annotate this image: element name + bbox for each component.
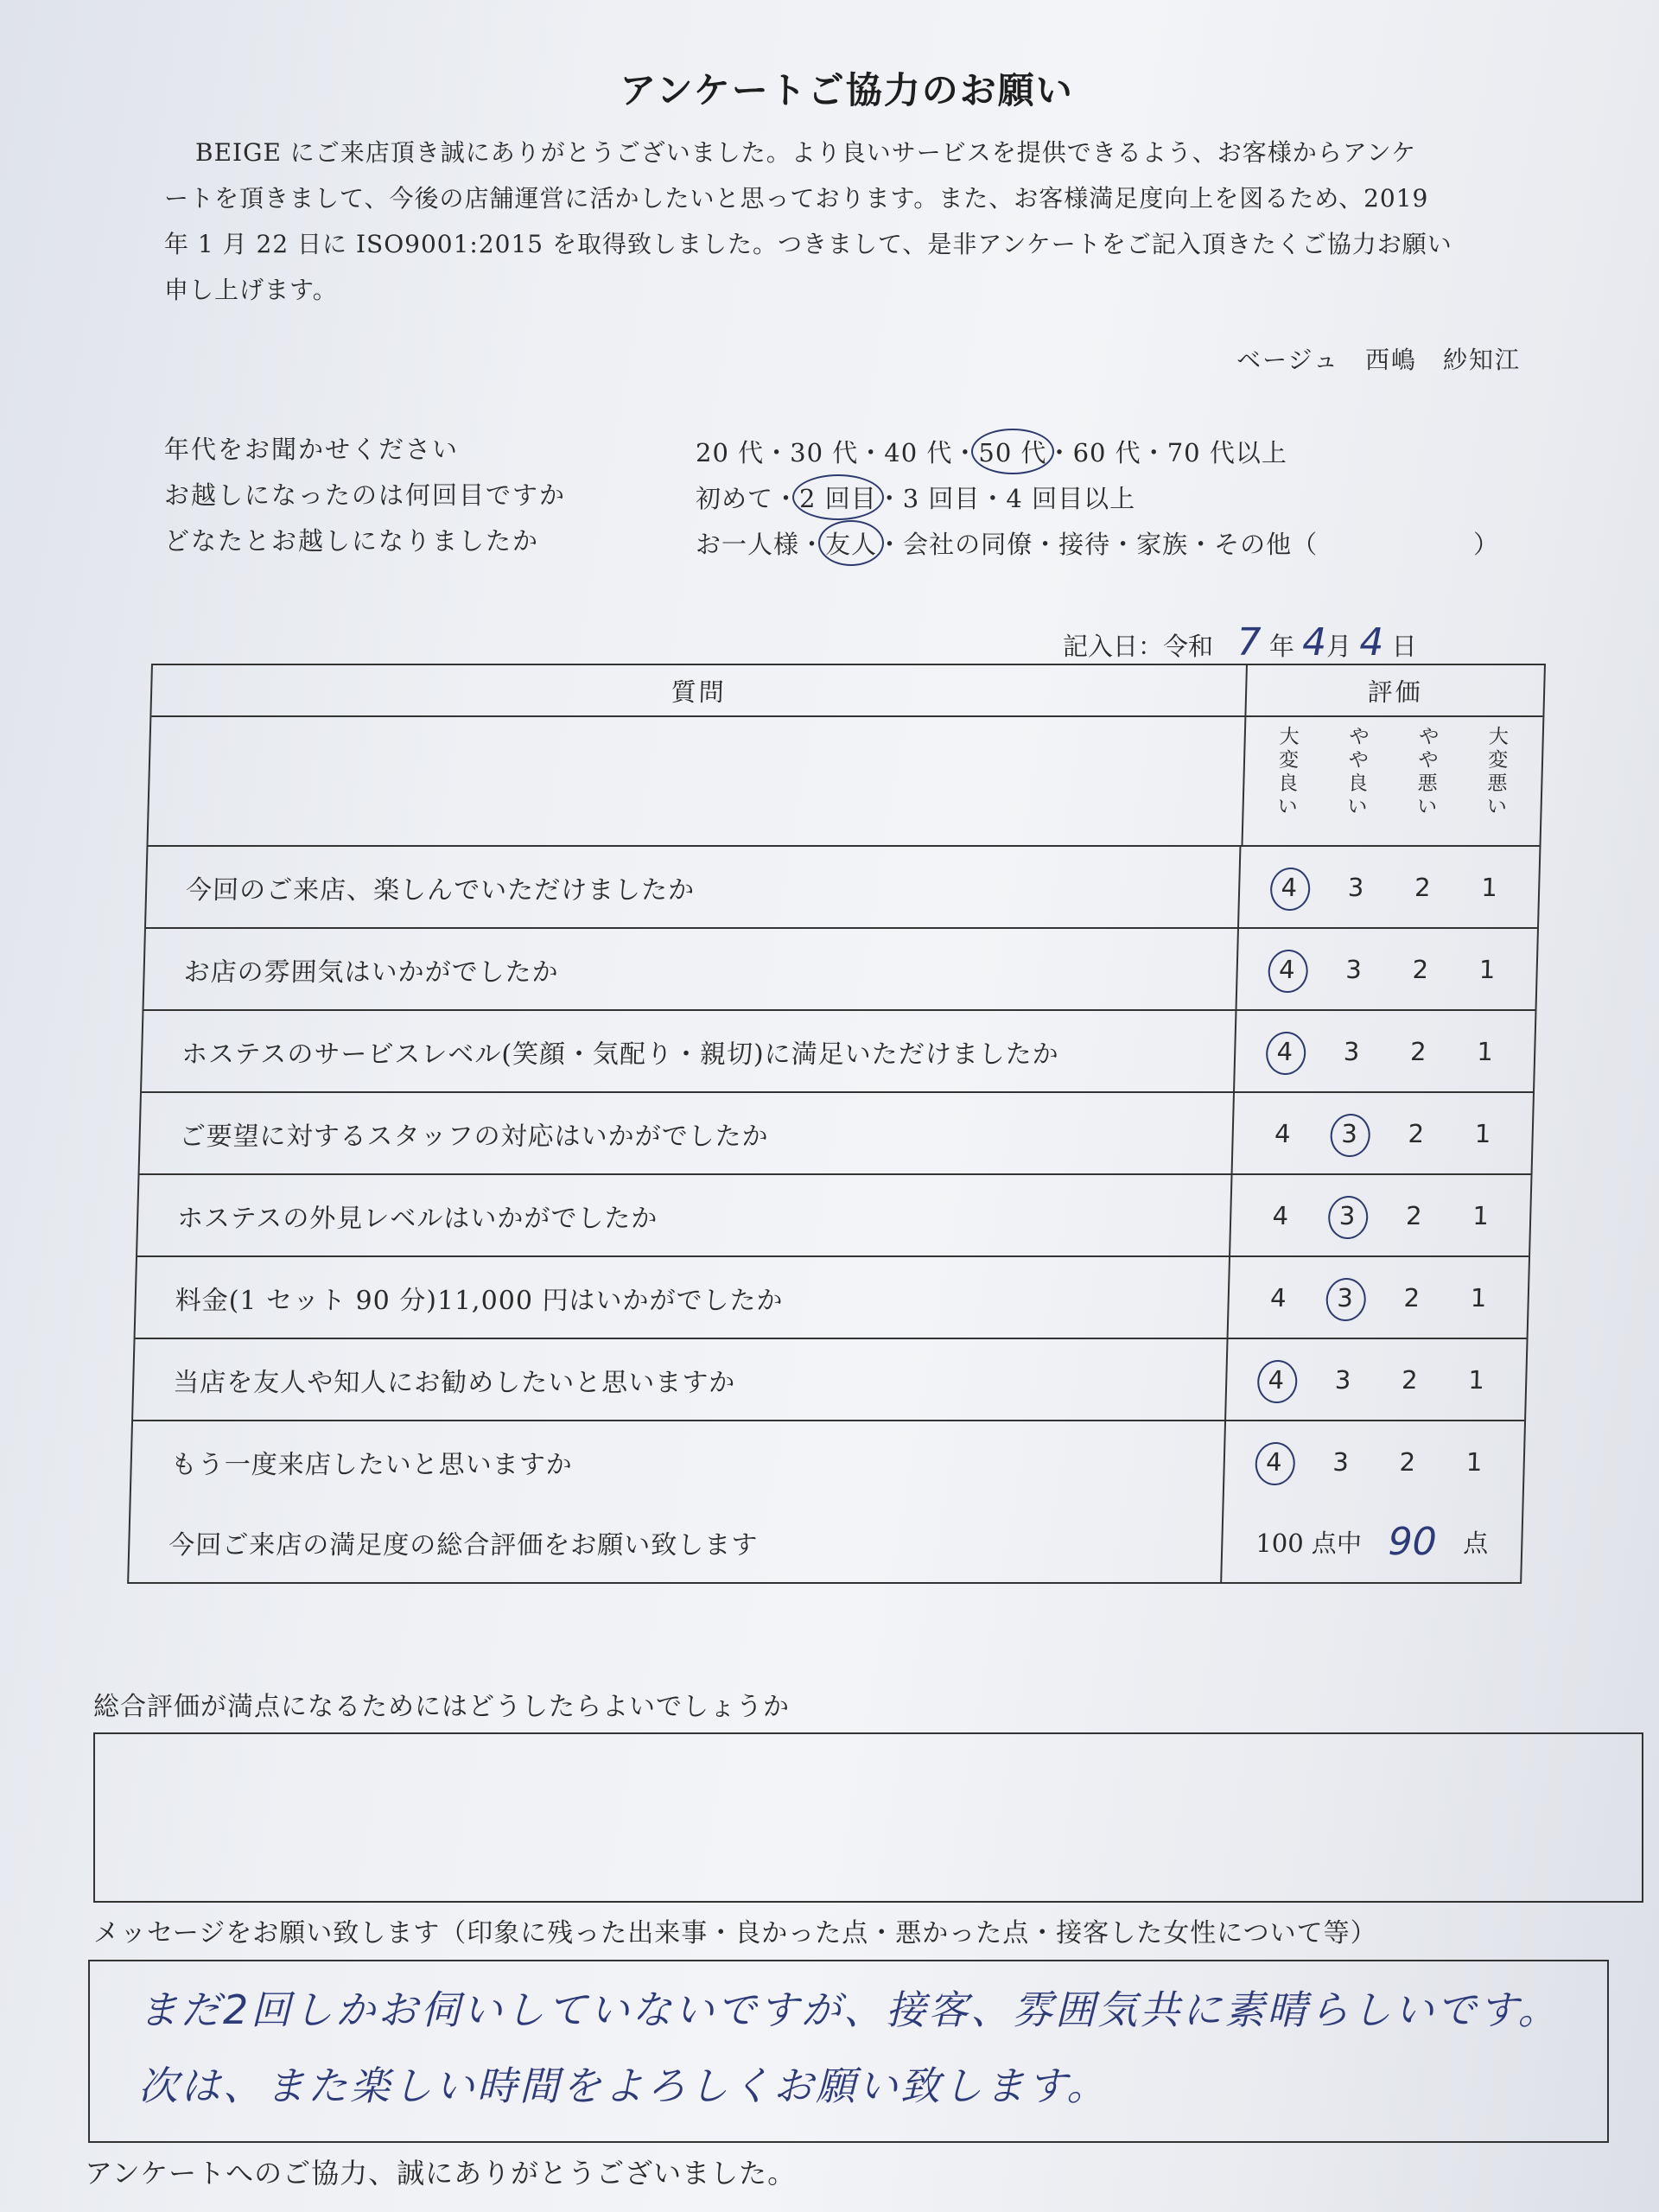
message-text [138,1972,1624,2124]
page-title: アンケートご協力のお願い [620,69,1074,111]
score-option-selected[interactable]: 4 [1256,1447,1292,1477]
score-option[interactable]: 2 [1409,1036,1427,1066]
score-option-selected[interactable]: 4 [1267,1037,1302,1066]
score-option[interactable]: 4 [1269,1282,1287,1313]
table-header [151,665,1544,717]
score-option-selected[interactable]: 4 [1271,873,1306,902]
score-option-selected[interactable]: 3 [1327,1283,1363,1313]
rating-label: やや悪い [1416,726,1440,818]
score-option[interactable]: 4 [1274,1118,1292,1148]
intro-line: ートを頂きまして、今後の店舗運営に活かしたいと思っております。また、お客様満足度向上を図るため、2019 [164,184,1429,213]
total-prefix: 100 点中 [1255,1529,1363,1558]
score-option[interactable]: 4 [1272,1200,1289,1230]
score-option[interactable]: 2 [1408,1118,1425,1148]
score-option[interactable]: 1 [1465,1446,1483,1477]
score-option[interactable]: 3 [1332,1446,1350,1477]
age-option-selected[interactable]: 50 代 [978,434,1046,469]
rating-scale-header [148,717,1542,847]
table-row [146,847,1539,929]
profile-row-age [164,430,1547,476]
age-option[interactable]: 40 代 [884,438,953,467]
date-month[interactable]: 4 [1302,620,1327,664]
score-option[interactable]: 2 [1399,1446,1416,1477]
table-row [136,1257,1529,1339]
age-options: 20 代・30 代・40 代・50 代・60 代・70 代以上 [696,434,1287,469]
message-label: メッセージをお願い致します（印象に残った出来事・良かった点・悪かった点・接客した女性について等） [93,1918,1377,1948]
companion-option-selected[interactable]: 友人 [825,525,877,561]
score-option-selected[interactable]: 3 [1332,1119,1367,1148]
row-question: お店の雰囲気はいかがでしたか [144,929,1239,1009]
table-row [143,929,1536,1011]
score-option-selected[interactable]: 4 [1269,955,1305,984]
score-option[interactable]: 3 [1343,1036,1360,1066]
score-option[interactable]: 3 [1334,1364,1351,1395]
table-row [133,1339,1526,1421]
score-option[interactable]: 3 [1344,954,1363,984]
score-option[interactable]: 1 [1468,1364,1485,1395]
date-month-unit: 月 [1326,632,1352,661]
profile-question: お越しになったのは何回目ですか [164,480,567,510]
companion-option[interactable]: その他（ ） [1214,530,1500,559]
profile-questions [164,430,1547,568]
row-question: ホステスのサービスレベル(笑顔・気配り・親切)に満足いただけましたか [142,1011,1236,1091]
message-line: まだ2回しかお伺いしていないですが、接客、雰囲気共に素晴らしいです。 [138,1986,1560,2033]
intro-line: BEIGE にご来店頂き誠にありがとうございました。より良いサービスを提供できるよう、お客様からアンケ [195,138,1417,167]
total-score[interactable]: 90 [1387,1520,1438,1564]
age-option[interactable]: 20 代 [696,438,765,467]
signature: ベージュ 西嶋 紗知江 [1236,346,1521,374]
date-year-unit: 年 [1268,632,1294,661]
companion-option[interactable]: 会社の同僚 [903,530,1033,559]
total-suffix: 点 [1462,1529,1489,1558]
score-option[interactable]: 1 [1474,1118,1491,1148]
score-option[interactable]: 2 [1412,954,1429,984]
total-row [129,1502,1522,1582]
score-option-selected[interactable]: 4 [1258,1365,1294,1395]
profile-row-visits [164,476,1547,522]
score-option[interactable]: 3 [1347,872,1364,902]
row-question: 料金(1 セット 90 分)11,000 円はいかがでしたか [136,1257,1230,1338]
rating-label: 大変悪い [1486,726,1510,818]
rating-label: 大変良い [1277,726,1300,818]
rating-label: やや良い [1346,726,1370,818]
age-option[interactable]: 60 代 [1072,438,1141,467]
row-question: もう一度来店したいと思いますか [131,1421,1226,1502]
intro-line: 年 1 月 22 日に ISO9001:2015 を取得致しました。つきまして、是非アンケートをご記入頂きたくご協力お願い [164,230,1452,258]
table-row [131,1421,1524,1502]
companion-option[interactable]: お一人様 [696,530,800,559]
row-question: 当店を友人や知人にお勧めしたいと思いますか [133,1339,1228,1420]
score-option[interactable]: 1 [1470,1282,1487,1313]
score-option[interactable]: 1 [1478,954,1496,984]
entry-date [1063,620,1547,664]
score-option[interactable]: 2 [1401,1364,1419,1395]
score-option[interactable]: 2 [1414,872,1432,902]
score-option[interactable]: 1 [1480,872,1498,902]
visit-options: 初めて・2 回目・3 回目・4 回目以上 [696,480,1135,515]
profile-question: どなたとお越しになりましたか [164,526,540,556]
improvement-label: 総合評価が満点になるためにはどうしたらよいでしょうか [93,1692,790,1722]
footer-thanks: アンケートへのご協力、誠にありがとうございました。 [85,2157,797,2190]
rating-header: 評価 [1367,677,1424,707]
score-option[interactable]: 1 [1471,1200,1490,1230]
visit-option[interactable]: 4 回目以上 [1006,484,1136,513]
age-option[interactable]: 30 代 [790,438,859,467]
profile-row-companion [164,522,1547,568]
table-row [139,1093,1532,1175]
score-option[interactable]: 2 [1403,1282,1421,1313]
score-option[interactable]: 2 [1405,1200,1423,1230]
profile-question: 年代をお聞かせください [164,435,460,464]
age-option[interactable]: 70 代以上 [1166,438,1287,467]
date-day-unit: 日 [1391,632,1417,661]
table-row [137,1175,1530,1257]
rating-table [127,664,1546,1584]
visit-option[interactable]: 初めて [696,484,774,513]
question-header: 質問 [151,665,1248,715]
visit-option[interactable]: 3 回目 [902,484,981,513]
visit-option-selected[interactable]: 2 回目 [799,480,877,515]
companion-options: お一人様・友人・会社の同僚・接待・家族・その他（ ） [696,525,1499,561]
companion-option[interactable]: 接待 [1058,530,1111,559]
table-row [142,1011,1535,1093]
intro-paragraph [164,130,1512,313]
date-day[interactable]: 4 [1359,620,1384,664]
date-label: 記入日：令和 [1063,632,1214,661]
total-question: 今回ご来店の満足度の総合評価をお願い致します [129,1502,1224,1582]
row-question: 今回のご来店、楽しんでいただけましたか [146,847,1241,927]
row-question: ご要望に対するスタッフの対応はいかがでしたか [140,1093,1235,1173]
date-year[interactable]: 7 [1236,620,1262,664]
message-line: 次は、また楽しい時間をよろしくお願い致します。 [138,2063,1109,2109]
improvement-textarea[interactable] [93,1732,1643,1903]
row-question: ホステスの外見レベルはいかがでしたか [137,1175,1232,1255]
companion-option[interactable]: 家族 [1136,530,1189,559]
intro-line: 申し上げます。 [164,276,338,304]
score-option[interactable]: 1 [1476,1036,1494,1066]
score-option-selected[interactable]: 3 [1330,1201,1365,1230]
